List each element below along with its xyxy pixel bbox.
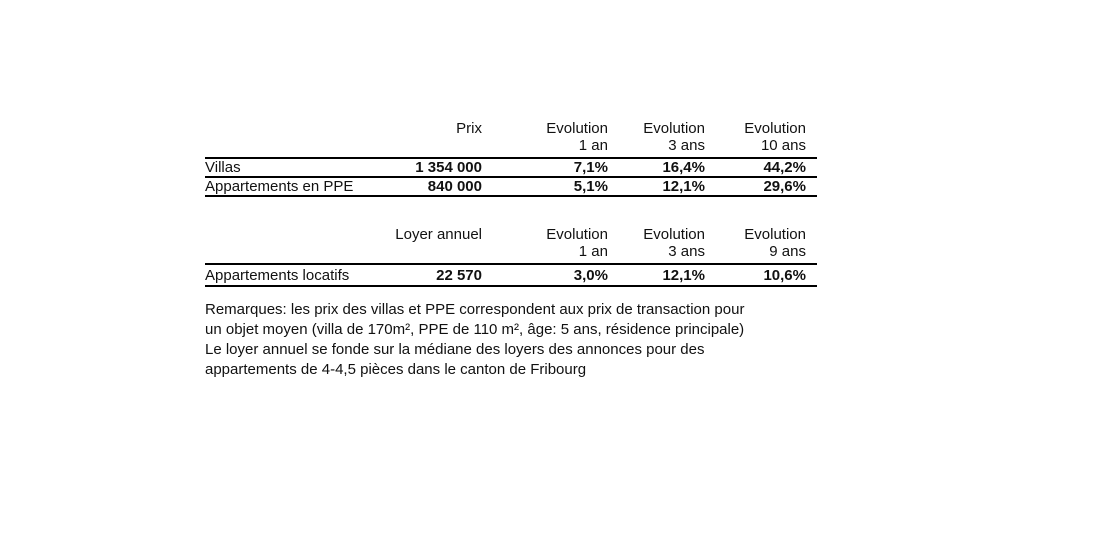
evolution-1an-value: 7,1% <box>573 159 608 176</box>
header-line1: Evolution <box>744 120 806 137</box>
evolution-3ans-value: 16,4% <box>662 159 705 176</box>
evolution-9ans-value: 10,6% <box>763 266 806 284</box>
remarks-paragraph <box>205 300 865 380</box>
header-line1: Evolution <box>546 120 608 137</box>
evolution-3ans-value: 12,1% <box>662 266 705 284</box>
row-label: Appartements en PPE <box>205 178 354 195</box>
row-label: Villas <box>205 159 241 176</box>
rental-price-table <box>205 226 817 287</box>
column-header-evolution-10ans <box>705 120 817 158</box>
header-row <box>205 226 817 264</box>
column-header-evolution-3ans <box>608 226 705 264</box>
row-label: Appartements locatifs <box>205 266 350 284</box>
header-line2: 1 an <box>578 137 608 154</box>
evolution-10ans-value: 44,2% <box>763 159 806 176</box>
header-line1: Evolution <box>744 226 806 243</box>
evolution-1an-value: 5,1% <box>573 178 608 195</box>
column-header-loyer-annuel <box>385 226 482 264</box>
column-header-evolution-3ans <box>608 120 705 158</box>
header-line2: 3 ans <box>668 243 705 260</box>
header-line2 <box>205 137 385 154</box>
remarks-line: Le loyer annuel se fonde sur la médiane des loyers des annonces pour des <box>205 341 705 358</box>
column-header-prix <box>385 120 482 158</box>
column-header-evolution-1an <box>482 226 608 264</box>
table-row-appartements-ppe <box>205 177 817 196</box>
header-line2 <box>205 243 385 260</box>
header-line1: Prix <box>456 120 482 137</box>
evolution-10ans-value: 29,6% <box>763 178 806 195</box>
header-line1: Evolution <box>546 226 608 243</box>
loyer-annuel-value: 22 570 <box>436 266 482 284</box>
remarks-line: appartements de 4-4,5 pièces dans le canton de Fribourg <box>205 361 587 378</box>
header-line2: 1 an <box>578 243 608 260</box>
evolution-3ans-value: 12,1% <box>662 178 705 195</box>
table-row-villas <box>205 158 817 177</box>
column-header-empty <box>205 120 385 158</box>
header-line1: Evolution <box>643 120 705 137</box>
column-header-evolution-9ans <box>705 226 817 264</box>
remarks-line: Remarques: les prix des villas et PPE correspondent aux prix de transaction pour <box>205 301 745 318</box>
header-line1: Evolution <box>643 226 705 243</box>
header-line1 <box>205 226 385 243</box>
header-line2: 3 ans <box>668 137 705 154</box>
table-row-appartements-locatifs <box>205 264 817 286</box>
header-line1: Loyer annuel <box>395 226 482 243</box>
prix-value: 840 000 <box>427 178 482 195</box>
header-line2: 10 ans <box>760 137 806 154</box>
header-line2 <box>385 243 482 260</box>
header-line2: 9 ans <box>769 243 806 260</box>
purchase-price-table <box>205 120 817 197</box>
header-line1 <box>205 120 385 137</box>
remarks-line: un objet moyen (villa de 170m², PPE de 110 m², âge: 5 ans, résidence principale) <box>205 321 745 338</box>
evolution-1an-value: 3,0% <box>573 266 608 284</box>
column-header-evolution-1an <box>482 120 608 158</box>
column-header-empty <box>205 226 385 264</box>
prix-value: 1 354 000 <box>415 159 482 176</box>
header-row <box>205 120 817 158</box>
header-line2 <box>385 137 482 154</box>
